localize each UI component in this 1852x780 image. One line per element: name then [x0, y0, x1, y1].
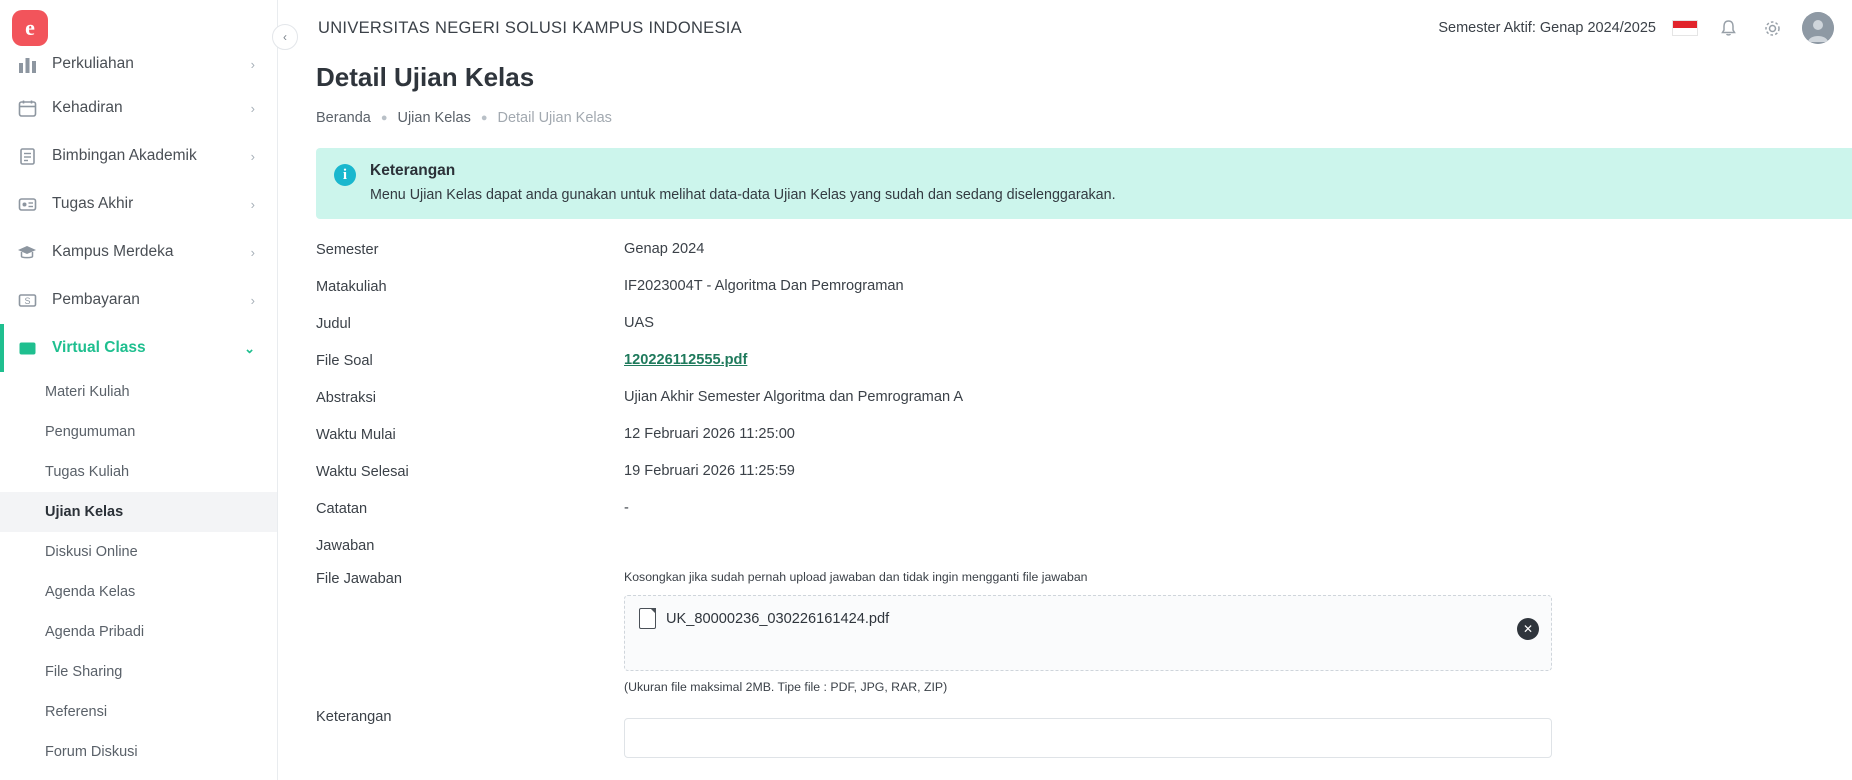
breadcrumb-item-beranda[interactable]: Beranda: [316, 110, 371, 126]
file-dropzone[interactable]: [624, 595, 1552, 671]
remove-file-button[interactable]: [1517, 618, 1539, 640]
file-jawaban-hint: Kosongkan jika sudah pernah upload jawaban dan tidak ingin mengganti file jawaban: [624, 570, 1088, 584]
user-avatar[interactable]: [1802, 12, 1834, 44]
breadcrumb: [316, 110, 1814, 126]
sidebar-item-label: Kampus Merdeka: [52, 243, 174, 260]
flag-indonesia-icon: [1672, 20, 1698, 36]
field-label: Semester: [316, 242, 379, 258]
keterangan-input[interactable]: [624, 718, 1552, 758]
topbar: [278, 0, 1852, 56]
field-label: File Jawaban: [316, 571, 402, 587]
breadcrumb-separator-icon: ●: [380, 112, 388, 124]
breadcrumb-item-current: Detail Ujian Kelas: [497, 110, 612, 126]
field-label: Abstraksi: [316, 390, 377, 406]
sidebar-item-perkuliahan[interactable]: [0, 44, 277, 84]
field-label: Matakuliah: [316, 279, 387, 295]
field-keterangan: [316, 708, 1814, 758]
sidebar-subitem-label: Diskusi Online: [45, 544, 138, 560]
chevron-right-icon: ›: [250, 244, 255, 260]
sidebar-collapse-button[interactable]: [272, 24, 298, 50]
field-waktu-mulai: [316, 426, 1814, 443]
sidebar-subitem-agenda-pribadi[interactable]: [0, 612, 277, 652]
sidebar-subitem-label: Agenda Kelas: [45, 584, 136, 600]
file-soal-link[interactable]: 120226112555.pdf: [624, 352, 748, 368]
file-icon: [639, 608, 656, 629]
app-logo[interactable]: e: [12, 10, 48, 46]
field-matakuliah: [316, 278, 1814, 295]
id-card-icon: [14, 191, 40, 217]
sidebar-subitem-ujian-kelas[interactable]: [0, 492, 277, 532]
sidebar-subitem-label: Tugas Kuliah: [45, 464, 130, 480]
field-judul: [316, 315, 1814, 332]
field-value: Ujian Akhir Semester Algoritma dan Pemrograman A: [624, 389, 964, 405]
chevron-down-icon: ⌄: [244, 340, 255, 356]
sidebar-subitem-diskusi-online[interactable]: [0, 532, 277, 572]
info-alert: [316, 148, 1852, 219]
sidebar-subitem-label: Pengumuman: [45, 424, 136, 440]
bell-icon[interactable]: [1714, 14, 1742, 42]
page-title: Detail Ujian Kelas: [316, 62, 535, 92]
chevron-right-icon: ›: [250, 100, 255, 116]
breadcrumb-separator-icon: ●: [480, 112, 488, 124]
keterangan-control: [624, 708, 1552, 758]
sidebar-item-label: Bimbingan Akademik: [52, 147, 197, 164]
field-abstraksi: [316, 389, 1814, 406]
close-icon: ✕: [1522, 622, 1534, 636]
sidebar-subitem-file-sharing[interactable]: [0, 652, 277, 692]
sidebar-item-label: Tugas Akhir: [52, 195, 134, 212]
info-icon: i: [334, 164, 356, 186]
field-value: Genap 2024: [624, 241, 705, 257]
active-semester-label: Semester Aktif: Genap 2024/2025: [1438, 20, 1656, 36]
calendar-icon: [14, 95, 40, 121]
sidebar-item-kampus-merdeka[interactable]: [0, 228, 277, 276]
sidebar-subitem-materi-kuliah[interactable]: [0, 372, 277, 412]
sidebar-item-pembayaran[interactable]: [0, 276, 277, 324]
sidebar-item-label: Perkuliahan: [52, 55, 134, 72]
field-label: Keterangan: [316, 709, 392, 725]
sidebar-item-kehadiran[interactable]: [0, 84, 277, 132]
field-label: Waktu Selesai: [316, 464, 409, 480]
field-label: Judul: [316, 316, 351, 332]
sidebar-item-bimbingan-akademik[interactable]: [0, 132, 277, 180]
sidebar-subitem-label: Agenda Pribadi: [45, 624, 145, 640]
field-waktu-selesai: [316, 463, 1814, 480]
sidebar-item-virtual-class[interactable]: [0, 324, 277, 372]
detail-form: [316, 241, 1814, 758]
chevron-left-icon: ‹: [283, 30, 287, 44]
sidebar-item-label: Kehadiran: [52, 99, 123, 116]
gear-icon[interactable]: [1758, 14, 1786, 42]
sidebar-nav: [0, 56, 277, 772]
sidebar-subitem-forum-diskusi[interactable]: [0, 732, 277, 772]
field-value: -: [624, 500, 629, 516]
sidebar-subitem-label: Materi Kuliah: [45, 384, 130, 400]
sidebar-subitem-label: Ujian Kelas: [45, 504, 124, 520]
sidebar-subitem-agenda-kelas[interactable]: [0, 572, 277, 612]
sidebar-item-label: Virtual Class: [52, 339, 146, 356]
alert-title: Keterangan: [370, 162, 456, 179]
main-area: [278, 0, 1852, 780]
breadcrumb-item-ujian-kelas[interactable]: Ujian Kelas: [397, 110, 471, 126]
sidebar-subitem-pengumuman[interactable]: [0, 412, 277, 452]
file-size-note: (Ukuran file maksimal 2MB. Tipe file : PDF, JPG, RAR, ZIP): [624, 680, 948, 694]
graduation-cap-icon: [14, 239, 40, 265]
sidebar-item-label: Pembayaran: [52, 291, 140, 308]
sidebar-subitem-referensi[interactable]: [0, 692, 277, 732]
field-jawaban: [316, 537, 1814, 554]
sidebar-subitem-label: File Sharing: [45, 664, 123, 680]
sidebar-subitem-label: Referensi: [45, 704, 108, 720]
page-content: [278, 62, 1852, 758]
field-value: 12 Februari 2026 11:25:00: [624, 426, 795, 442]
chalkboard-icon: [14, 335, 40, 361]
field-label: Jawaban: [316, 538, 375, 554]
topbar-right: [1438, 12, 1834, 44]
field-semester: [316, 241, 1814, 258]
sidebar: [0, 0, 278, 780]
field-label: File Soal: [316, 353, 373, 369]
chevron-right-icon: ›: [250, 196, 255, 212]
field-value: 19 Februari 2026 11:25:59: [624, 463, 795, 479]
uploaded-file-name: UK_80000236_030226161424.pdf: [666, 610, 890, 627]
chart-icon: [14, 51, 40, 77]
file-jawaban-control: [624, 570, 1552, 694]
field-file-soal: [316, 352, 1814, 369]
field-catatan: [316, 500, 1814, 517]
field-value: UAS: [624, 315, 655, 331]
sidebar-subitem-tugas-kuliah[interactable]: [0, 452, 277, 492]
money-icon: [14, 287, 40, 313]
uploaded-file-chip: [639, 608, 889, 629]
field-value: IF2023004T - Algoritma Dan Pemrograman: [624, 278, 904, 294]
university-title: UNIVERSITAS NEGERI SOLUSI KAMPUS INDONESIA: [318, 18, 742, 37]
svg-text:S: S: [23, 295, 31, 306]
field-value: [624, 352, 747, 368]
sidebar-item-tugas-akhir[interactable]: [0, 180, 277, 228]
chevron-right-icon: ›: [250, 56, 255, 72]
alert-text: Menu Ujian Kelas dapat anda gunakan untuk melihat data-data Ujian Kelas yang sudah dan sedang diselenggarakan.: [370, 187, 1116, 203]
field-file-jawaban: [316, 570, 1814, 694]
chevron-right-icon: ›: [250, 292, 255, 308]
field-label: Catatan: [316, 501, 368, 517]
chevron-right-icon: ›: [250, 148, 255, 164]
field-label: Waktu Mulai: [316, 427, 396, 443]
sidebar-subitem-label: Forum Diskusi: [45, 744, 138, 760]
document-icon: [14, 143, 40, 169]
